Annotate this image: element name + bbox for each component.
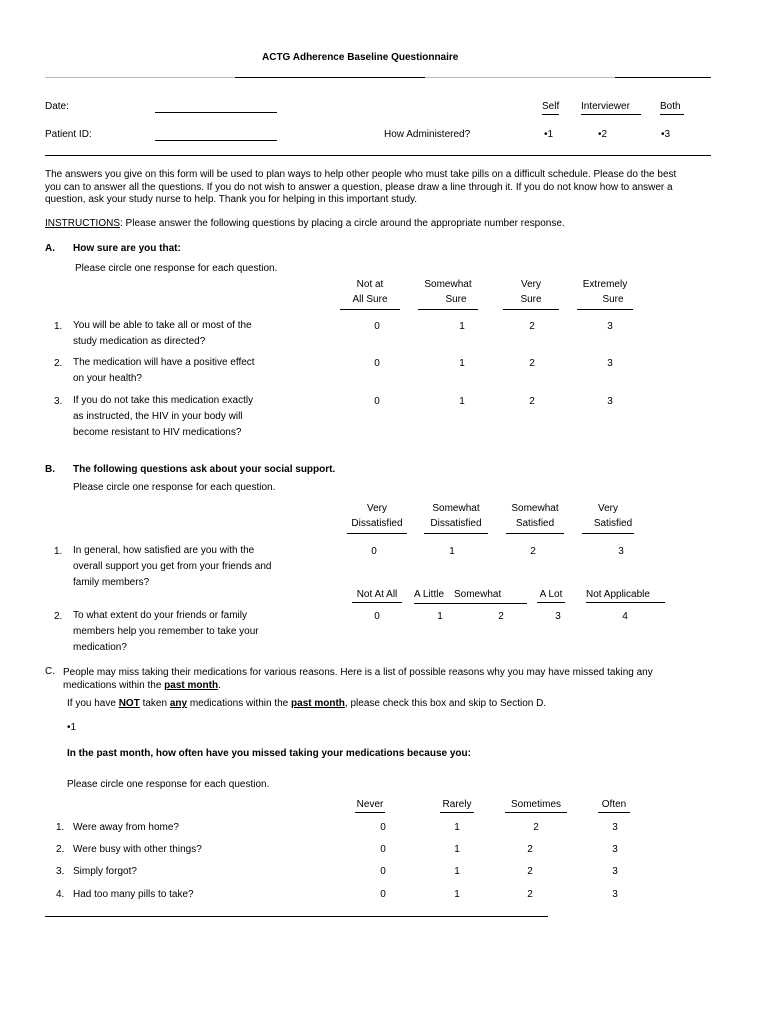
a2-num: 2. — [54, 358, 63, 369]
b1-text: In general, how satisfied are you with the overall support you get from your friends and family members? — [73, 545, 272, 588]
section-b-subtitle: Please circle one response for each question. — [73, 482, 276, 493]
c3-opt-1[interactable]: 1 — [454, 866, 460, 877]
date-field[interactable] — [155, 112, 277, 113]
rule-top-mid — [235, 77, 425, 78]
section-a-scale-0: Not at All Sure — [340, 277, 400, 310]
c1-opt-1[interactable]: 1 — [454, 822, 460, 833]
section-b-scale2-underline — [414, 603, 527, 604]
section-b-scale2-3: A Lot — [537, 589, 565, 603]
rule-top-right — [615, 77, 711, 78]
b2-opt-3[interactable]: 3 — [555, 611, 561, 622]
c3-text: Simply forgot? — [73, 866, 137, 877]
c4-opt-0[interactable]: 0 — [380, 889, 386, 900]
header-divider — [45, 155, 711, 156]
c4-opt-1[interactable]: 1 — [454, 889, 460, 900]
instructions — [45, 218, 565, 229]
document-title: ACTG Adherence Baseline Questionnaire — [262, 52, 459, 63]
b2-opt-0[interactable]: 0 — [374, 611, 380, 622]
section-b-scale1-0: Very Dissatisfied — [347, 501, 407, 534]
c2-opt-1[interactable]: 1 — [454, 844, 460, 855]
how-administered-label: How Administered? — [384, 129, 471, 140]
section-c-scale-1: Rarely — [440, 799, 474, 813]
a3-opt-0[interactable]: 0 — [374, 396, 380, 407]
a3-opt-2[interactable]: 2 — [529, 396, 535, 407]
b1-opt-1[interactable]: 1 — [449, 546, 455, 557]
c3-opt-0[interactable]: 0 — [380, 866, 386, 877]
section-a-scale-3: Extremely Sure — [577, 277, 633, 310]
c2-num: 2. — [56, 844, 65, 855]
c4-opt-2[interactable]: 2 — [527, 889, 533, 900]
c1-num: 1. — [56, 822, 65, 833]
b2-num: 2. — [54, 611, 63, 622]
c4-text: Had too many pills to take? — [73, 889, 194, 900]
section-a-subtitle: Please circle one response for each question. — [75, 263, 278, 274]
option-interviewer-code[interactable]: •2 — [598, 129, 608, 140]
section-c-subtitle: Please circle one response for each question. — [67, 779, 270, 790]
a2-opt-0[interactable]: 0 — [374, 358, 380, 369]
c2-opt-0[interactable]: 0 — [380, 844, 386, 855]
b1-num: 1. — [54, 546, 63, 557]
a1-text: You will be able to take all or most of the study medication as directed? — [73, 320, 252, 347]
option-both-label: Both — [660, 101, 684, 115]
section-b-scale2-2: Somewhat — [454, 589, 502, 600]
section-c-question: In the past month, how often have you missed taking your medications because you: — [67, 748, 471, 759]
intro-paragraph: The answers you give on this form will be used to plan ways to help other people who must take pills on a difficult schedule. Please do the best you can to answer all the questions. If you do not wish to answer a question, please draw a line through it. If you do not know how to answer a question, ask your study nurse to help. Thank you for helping in this important study. — [45, 169, 677, 205]
section-b-scale1-2: Somewhat Satisfied — [506, 501, 564, 534]
c1-text: Were away from home? — [73, 822, 179, 833]
date-label: Date: — [45, 101, 69, 112]
instructions-label: INSTRUCTIONS — [45, 218, 120, 229]
section-b-scale2-4: Not Applicable — [586, 589, 665, 603]
b2-opt-4[interactable]: 4 — [622, 611, 628, 622]
option-self-code[interactable]: •1 — [544, 129, 554, 140]
b1-opt-2[interactable]: 2 — [530, 546, 536, 557]
b2-opt-1[interactable]: 1 — [437, 611, 443, 622]
c4-opt-3[interactable]: 3 — [612, 889, 618, 900]
section-a-title: How sure are you that: — [73, 243, 181, 254]
section-a-scale-1: Somewhat Sure — [418, 277, 478, 310]
a3-num: 3. — [54, 396, 63, 407]
a2-opt-2[interactable]: 2 — [529, 358, 535, 369]
c3-opt-3[interactable]: 3 — [612, 866, 618, 877]
b2-text: To what extent do your friends or family members help you remember to take your medication? — [73, 610, 259, 653]
a2-opt-1[interactable]: 1 — [459, 358, 465, 369]
a1-opt-0[interactable]: 0 — [374, 321, 380, 332]
section-c-intro: People may miss taking their medications for various reasons. Here is a list of possible reasons why you may have missed taking any medications within the past month. — [63, 667, 653, 691]
skip-checkbox[interactable]: •1 — [67, 722, 77, 733]
a1-opt-3[interactable]: 3 — [607, 321, 613, 332]
section-c-scale-0: Never — [355, 799, 385, 813]
section-b-scale2-1: A Little — [414, 589, 445, 600]
a3-opt-1[interactable]: 1 — [459, 396, 465, 407]
b1-opt-3[interactable]: 3 — [618, 546, 624, 557]
b2-opt-2[interactable]: 2 — [498, 611, 504, 622]
section-b-scale2-0: Not At All — [352, 589, 402, 603]
patient-id-label: Patient ID: — [45, 129, 92, 140]
a3-text: If you do not take this medication exactly as instructed, the HIV in your body will become resistant to HIV medications? — [73, 395, 254, 438]
section-c-letter: C. — [45, 666, 55, 677]
b1-opt-0[interactable]: 0 — [371, 546, 377, 557]
patient-id-field[interactable] — [155, 140, 277, 141]
a2-text: The medication will have a positive effect on your health? — [73, 357, 255, 384]
c1-opt-2[interactable]: 2 — [533, 822, 539, 833]
section-b-scale1-1: Somewhat Dissatisfied — [424, 501, 488, 534]
c2-text: Were busy with other things? — [73, 844, 202, 855]
section-b-title: The following questions ask about your social support. — [73, 464, 336, 475]
section-a-scale-2: Very Sure — [503, 277, 559, 310]
section-c-scale-3: Often — [598, 799, 630, 813]
a1-num: 1. — [54, 321, 63, 332]
section-b-scale1-3: Very Satisfied — [582, 501, 634, 534]
rule-top-left — [45, 77, 235, 78]
a3-opt-3[interactable]: 3 — [607, 396, 613, 407]
bottom-rule — [45, 916, 548, 917]
c3-opt-2[interactable]: 2 — [527, 866, 533, 877]
section-c-skip: If you have NOT taken any medications within the past month, please check this box and skip to Section D. — [67, 698, 547, 709]
a1-opt-2[interactable]: 2 — [529, 321, 535, 332]
a1-opt-1[interactable]: 1 — [459, 321, 465, 332]
section-c-scale-2: Sometimes — [505, 799, 567, 813]
rule-top-right-light — [425, 77, 615, 78]
section-b-letter: B. — [45, 464, 55, 475]
c2-opt-3[interactable]: 3 — [612, 844, 618, 855]
section-a-letter: A. — [45, 243, 55, 254]
instructions-text: : Please answer the following questions by placing a circle around the appropriate number response. — [120, 218, 565, 229]
c4-num: 4. — [56, 889, 65, 900]
c1-opt-0[interactable]: 0 — [380, 822, 386, 833]
c1-opt-3[interactable]: 3 — [612, 822, 618, 833]
a2-opt-3[interactable]: 3 — [607, 358, 613, 369]
option-interviewer-label: Interviewer — [581, 101, 641, 115]
option-self-label: Self — [542, 101, 559, 115]
option-both-code[interactable]: •3 — [661, 129, 671, 140]
c3-num: 3. — [56, 866, 65, 877]
c2-opt-2[interactable]: 2 — [527, 844, 533, 855]
